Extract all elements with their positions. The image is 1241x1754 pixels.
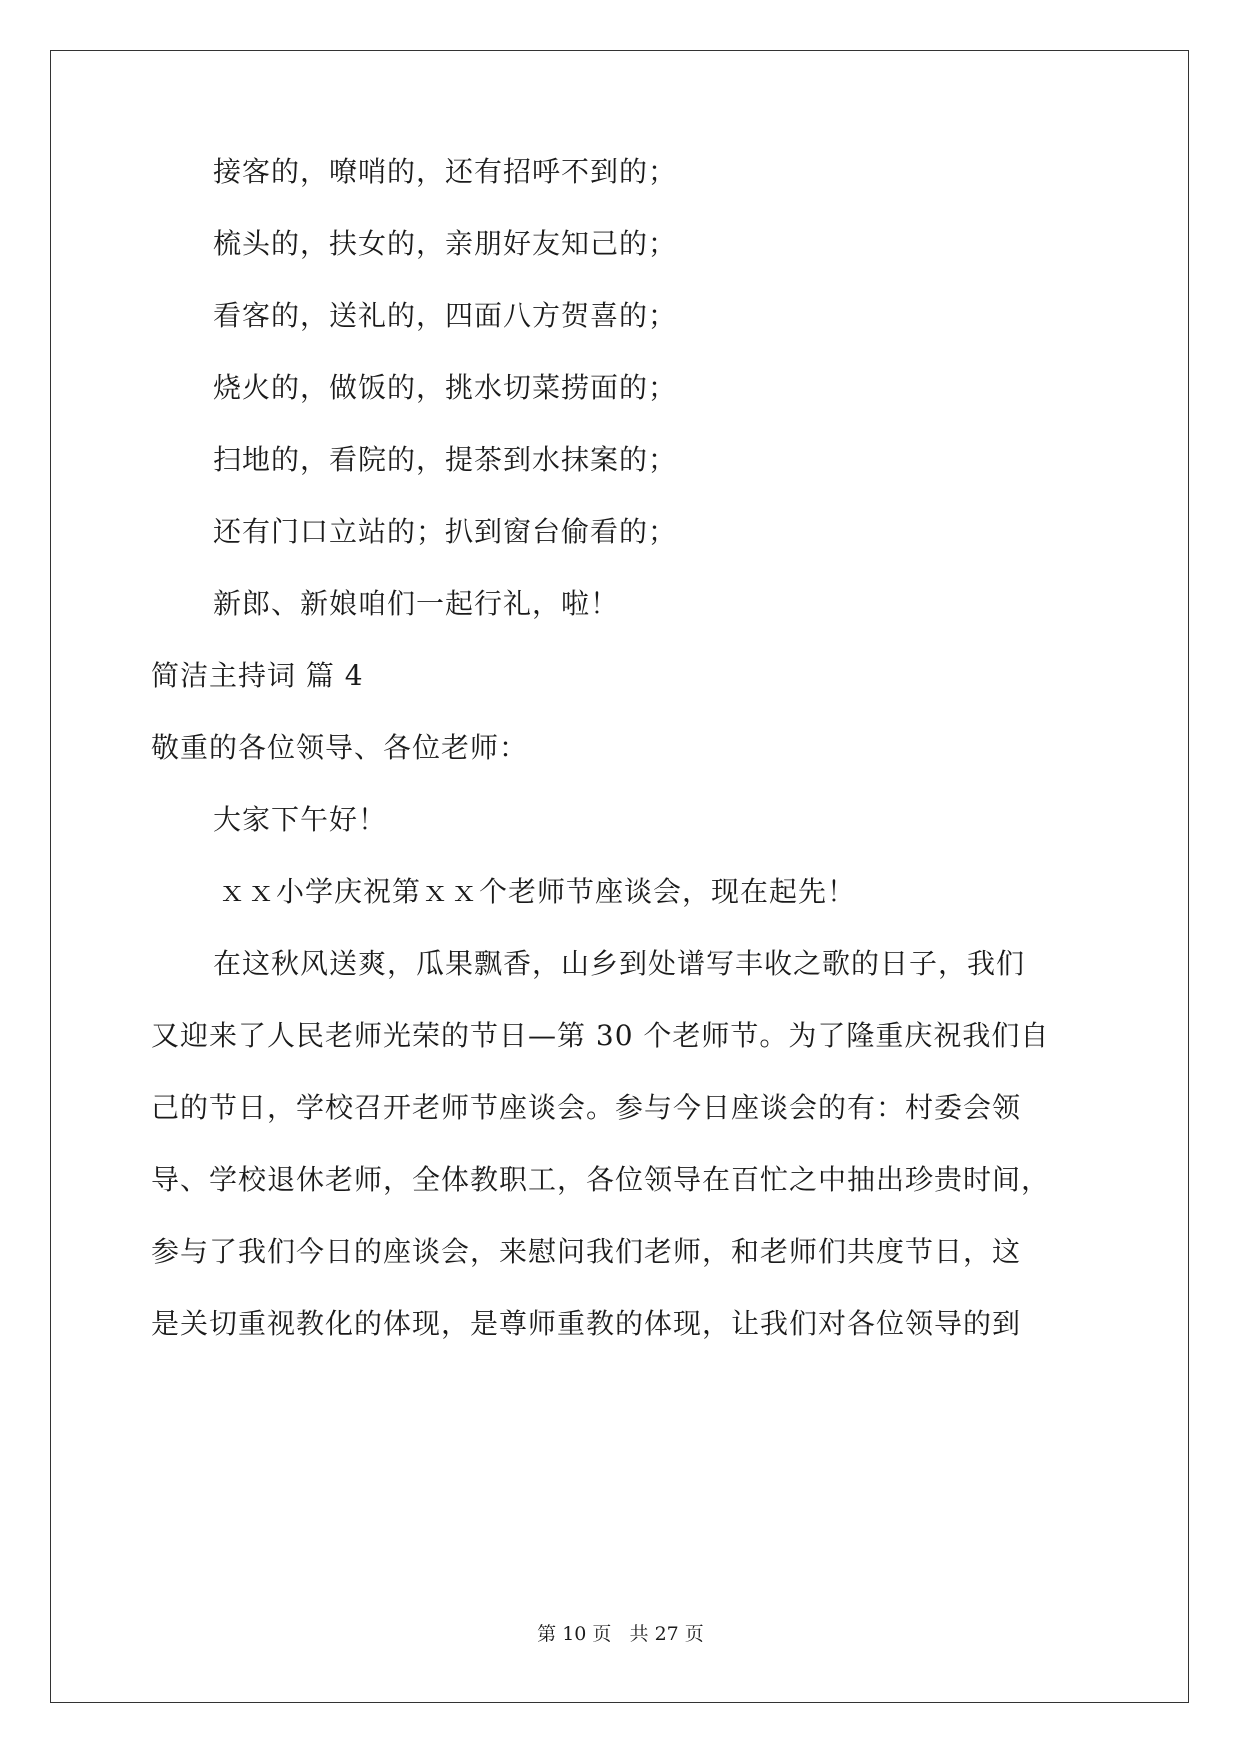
- page-number-footer: 第 10 页 共 27 页: [537, 1623, 704, 1645]
- paragraph-line: 参与了我们今日的座谈会，来慰问我们老师，和老师们共度节日，这: [151, 1235, 1022, 1268]
- text-line: 扫地的，看院的，提茶到水抹案的；: [213, 443, 678, 476]
- salutation: 敬重的各位领导、各位老师：: [151, 731, 529, 764]
- text-line: 看客的，送礼的，四面八方贺喜的；: [213, 299, 678, 332]
- paragraph-line: 又迎来了人民老师光荣的节日—第 30 个老师节。为了隆重庆祝我们自: [151, 1019, 1050, 1052]
- section-title: 简洁主持词 篇 4: [151, 659, 364, 692]
- text-line: 新郎、新娘咱们一起行礼，啦！: [213, 587, 620, 620]
- paragraph-line: 是关切重视教化的体现，是尊师重教的体现，让我们对各位领导的到: [151, 1307, 1022, 1340]
- text-line: 接客的，嘹哨的，还有招呼不到的；: [213, 155, 678, 188]
- greeting: 大家下午好！: [213, 803, 388, 836]
- paragraph-line: 己的节日，学校召开老师节座谈会。参与今日座谈会的有：村委会领: [151, 1091, 1022, 1124]
- opening-line: ｘｘ小学庆祝第ｘｘ个老师节座谈会，现在起先！: [218, 875, 857, 908]
- text-line: 还有门口立站的；扒到窗台偷看的；: [213, 515, 678, 548]
- paragraph-line: 在这秋风送爽，瓜果飘香，山乡到处谱写丰收之歌的日子，我们: [213, 947, 1026, 980]
- paragraph-line: 导、学校退休老师，全体教职工，各位领导在百忙之中抽出珍贵时间，: [151, 1163, 1051, 1196]
- text-line: 烧火的，做饭的，挑水切菜捞面的；: [213, 371, 678, 404]
- text-line: 梳头的，扶女的，亲朋好友知己的；: [213, 227, 678, 260]
